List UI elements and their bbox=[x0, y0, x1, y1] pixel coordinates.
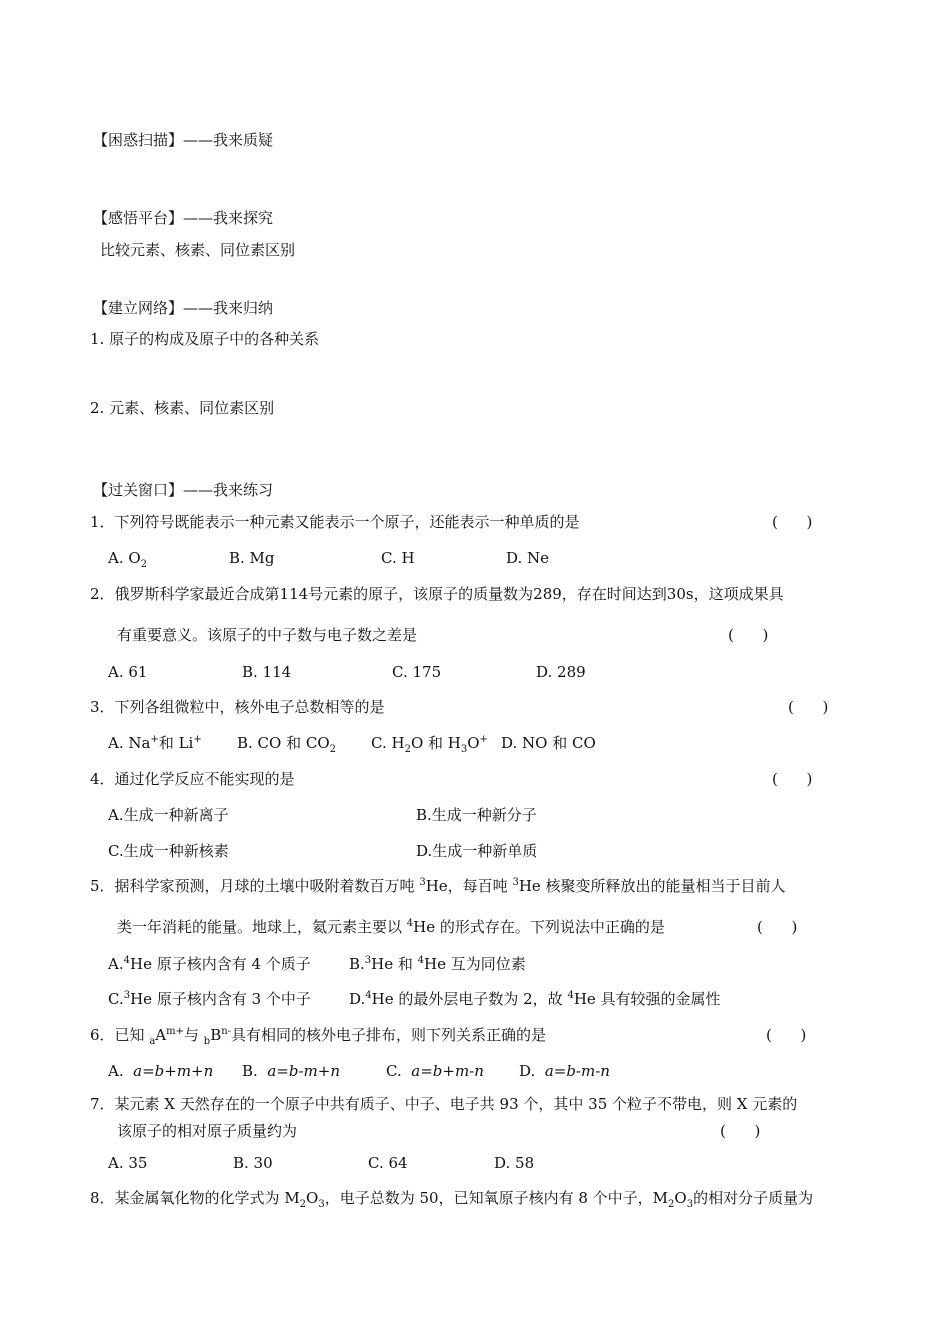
question-2-stem-cont: 有重要意义。该原子的中子数与电子数之差是 bbox=[117, 626, 418, 644]
section-practice: 【过关窗口】——我来练习 bbox=[93, 481, 274, 499]
q6-option-c: C. a=b+m-n bbox=[386, 1062, 484, 1080]
network-item: 2. 元素、核素、同位素区别 bbox=[90, 399, 275, 417]
q5-option-a: A.$^4$He 原子核内含有 4 个质子 bbox=[108, 955, 311, 973]
section-network: 【建立网络】——我来归纳 bbox=[93, 299, 274, 317]
q2-option-a: A. 61 bbox=[108, 663, 148, 681]
q1-option-a: A. $O_2$ bbox=[108, 549, 148, 570]
question-3-stem: 3．下列各组微粒中，核外电子总数相等的是 bbox=[90, 698, 385, 716]
q6-option-a: A. a=b+m+n bbox=[108, 1062, 214, 1080]
q2-option-d: D. 289 bbox=[536, 663, 586, 681]
answer-blank: ( ) bbox=[772, 770, 813, 788]
question-5-stem-cont: 类一年消耗的能量。地球上，氦元素主要以 $^4$He 的形式存在。下列说法中正确的是 bbox=[117, 918, 665, 936]
q7-option-d: D. 58 bbox=[494, 1154, 535, 1172]
q7-option-b: B. 30 bbox=[233, 1154, 273, 1172]
answer-blank: ( ) bbox=[772, 513, 813, 531]
answer-blank: ( ) bbox=[757, 918, 798, 936]
q2-option-b: B. 114 bbox=[242, 663, 292, 681]
question-4-stem: 4．通过化学反应不能实现的是 bbox=[90, 770, 295, 788]
question-7-stem-cont: 该原子的相对原子质量约为 bbox=[117, 1122, 298, 1140]
q6-option-b: B. a=b-m+n bbox=[242, 1062, 340, 1080]
question-2-stem: 2．俄罗斯科学家最近合成第114号元素的原子，该原子的质量数为289，存在时间达到30s，这项成果具 bbox=[90, 585, 784, 603]
q6-option-d: D. a=b-m-n bbox=[519, 1062, 610, 1080]
question-1-stem: 1．下列符号既能表示一种元素又能表示一个原子，还能表示一种单质的是 bbox=[90, 513, 580, 531]
q1-option-c: C. H bbox=[381, 549, 415, 567]
q3-option-d: D. NO 和 CO bbox=[501, 734, 596, 752]
q5-option-d: D.$^4$He 的最外层电子数为 2，故 $^4$He 具有较强的金属性 bbox=[349, 990, 721, 1008]
q4-option-d: D.生成一种新单质 bbox=[416, 842, 538, 860]
question-8-stem: 8．某金属氧化物的化学式为 $M_2O_3$，电子总数为 50，已知氧原子核内有 8 个中子，$M_2O_3$的相对分子质量为 bbox=[90, 1189, 814, 1210]
q4-option-a: A.生成一种新离子 bbox=[108, 806, 229, 824]
q2-option-c: C. 175 bbox=[392, 663, 442, 681]
question-5-stem: 5．据科学家预测，月球的土壤中吸附着数百万吨 $^3$He，每百吨 $^3$He 核聚变所释放出的能量相当于目前人 bbox=[90, 877, 786, 895]
q3-option-c: C. $H_2O$ 和 $H_3O^+$ bbox=[371, 734, 488, 755]
q7-option-a: A. 35 bbox=[108, 1154, 148, 1172]
q1-option-d: D. Ne bbox=[506, 549, 550, 567]
answer-blank: ( ) bbox=[766, 1026, 807, 1044]
q7-option-c: C. 64 bbox=[368, 1154, 408, 1172]
question-7-stem: 7．某元素 X 天然存在的一个原子中共有质子、中子、电子共 93 个，其中 35 个粒子不带电，则 X 元素的 bbox=[90, 1095, 798, 1113]
q3-option-a: A. Na+和 Li+ bbox=[108, 734, 202, 752]
q4-option-c: C.生成一种新核素 bbox=[108, 842, 229, 860]
answer-blank: ( ) bbox=[720, 1122, 761, 1140]
q1-option-b: B. Mg bbox=[229, 549, 275, 567]
q3-option-b: B. CO 和 $CO_2$ bbox=[237, 734, 337, 755]
q4-option-b: B.生成一种新分子 bbox=[416, 806, 537, 824]
question-6-stem: 6．已知 $_aA^{m+}$与 $_bB^{n-}$具有相同的核外电子排布，则下列关系正确的是 bbox=[90, 1026, 547, 1047]
q5-option-c: C.$^3$He 原子核内含有 3 个中子 bbox=[108, 990, 311, 1008]
answer-blank: ( ) bbox=[728, 626, 769, 644]
q5-option-b: B.$^3$He 和 $^4$He 互为同位素 bbox=[349, 955, 526, 973]
answer-blank: ( ) bbox=[788, 698, 829, 716]
network-item: 1. 原子的构成及原子中的各种关系 bbox=[90, 330, 320, 348]
section-confusion: 【困惑扫描】——我来质疑 bbox=[93, 131, 274, 149]
insight-text: 比较元素、核素、同位素区别 bbox=[100, 241, 296, 259]
section-insight: 【感悟平台】——我来探究 bbox=[93, 209, 274, 227]
